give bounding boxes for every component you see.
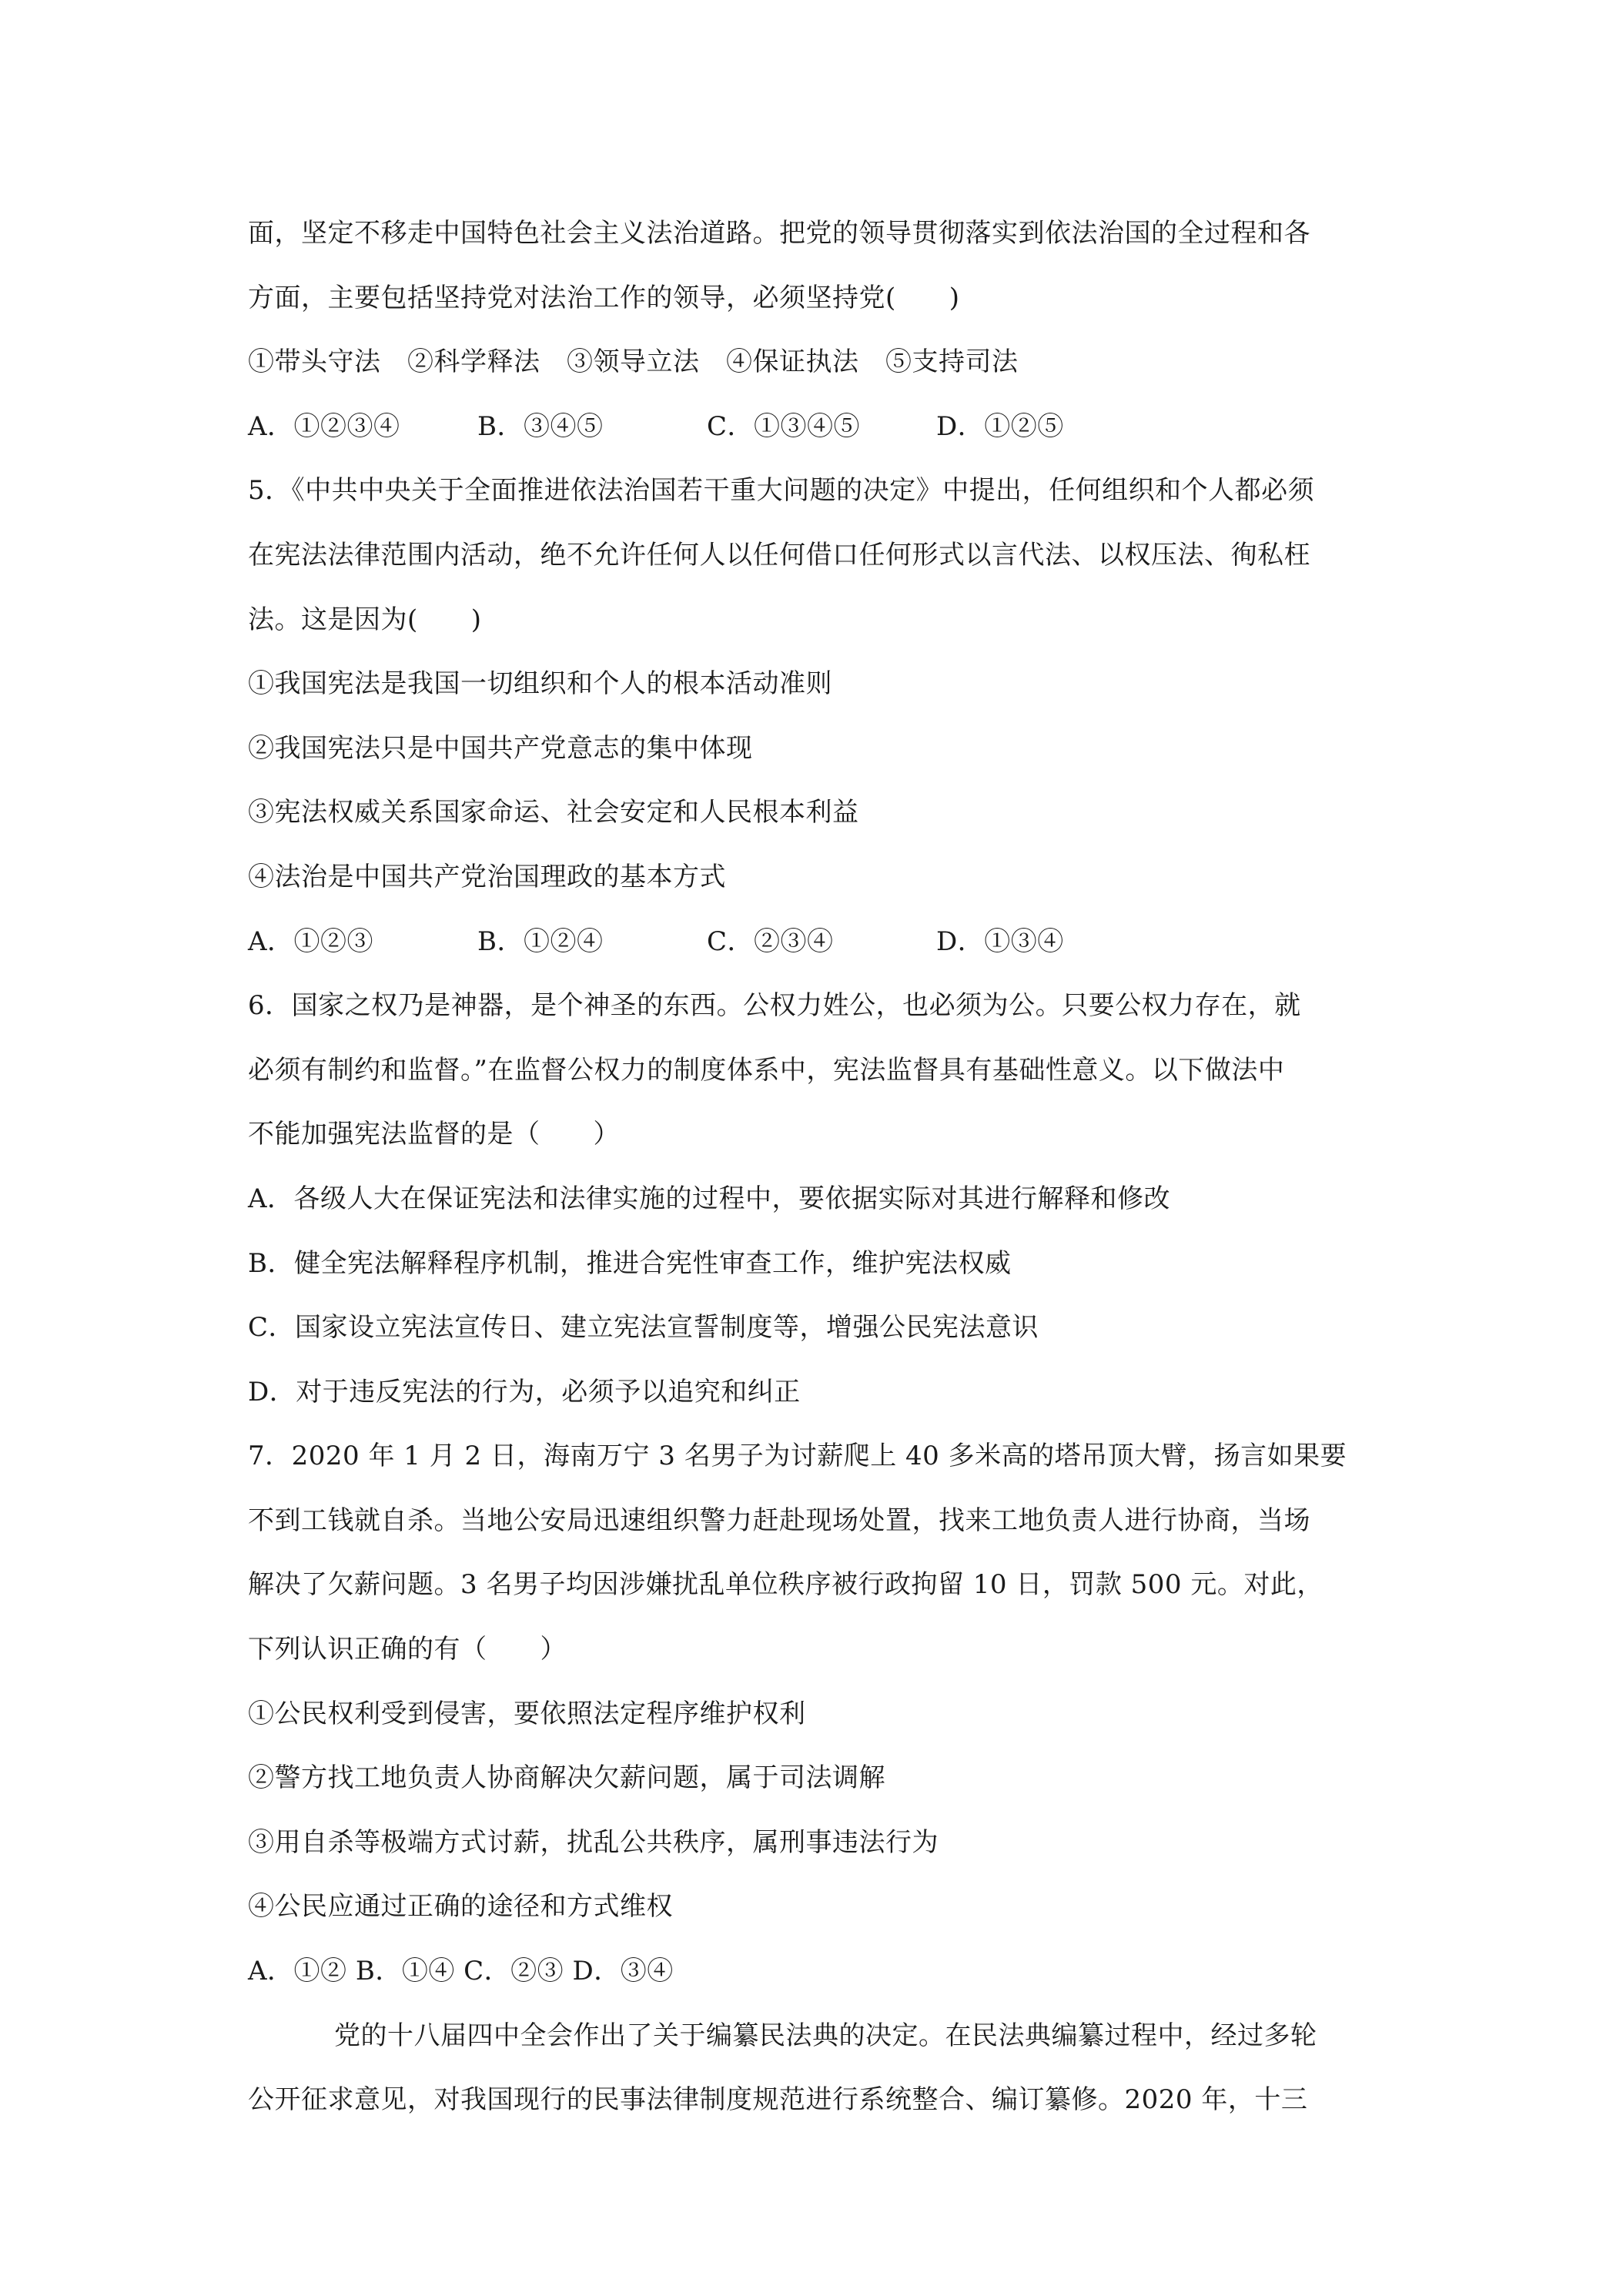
q6-stem-line-2: 必须有制约和监督。”在监督公权力的制度体系中，宪法监督具有基础性意义。以下做法中: [248, 1054, 1285, 1086]
q6-option-d: D．对于违反宪法的行为，必须予以追究和纠正: [248, 1376, 801, 1407]
q6-stem-line-1: 6．国家之权乃是神器，是个神圣的东西。公权力姓公，也必须为公。只要公权力存在，就: [248, 990, 1301, 1022]
q7-stem-line-2: 不到工钱就自杀。当地公安局迅速组织警力赶赴现场处置，找来工地负责人进行协商，当场: [248, 1504, 1310, 1536]
q4-stem-line-1: 面，坚定不移走中国特色社会主义法治道路。把党的领导贯彻落实到依法治国的全过程和各: [248, 218, 1310, 249]
q5-item-3: ③宪法权威关系国家命运、社会安定和人民根本利益: [248, 797, 859, 828]
q5-option-a: A．①②③: [248, 925, 374, 957]
q5-stem-line-2: 在宪法法律范围内活动，绝不允许任何人以任何借口任何形式以言代法、以权压法、徇私枉: [248, 539, 1310, 571]
q5-option-c: C．②③④: [707, 925, 834, 957]
q4-option-d: D．①②⑤: [936, 410, 1064, 442]
q7-item-2: ②警方找工地负责人协商解决欠薪问题，属于司法调解: [248, 1762, 885, 1794]
q6-stem-line-3: 不能加强宪法监督的是（ ）: [248, 1119, 620, 1150]
q5-stem-line-1: 5．《中共中央关于全面推进依法治国若干重大问题的决定》中提出，任何组织和个人都必须: [248, 475, 1315, 507]
q6-option-c: C．国家设立宪法宣传日、建立宪法宣誓制度等，增强公民宪法意识: [248, 1312, 1039, 1344]
q5-option-d: D．①③④: [936, 925, 1064, 957]
q7-item-4: ④公民应通过正确的途径和方式维权: [248, 1891, 673, 1923]
q7-item-1: ①公民权利受到侵害，要依照法定程序维护权利: [248, 1698, 806, 1729]
q6-option-b: B．健全宪法解释程序机制，推进合宪性审查工作，维护宪法权威: [248, 1247, 1012, 1279]
q4-option-b: B．③④⑤: [477, 410, 604, 442]
q5-options: [248, 910, 1387, 975]
q7-stem-line-3: 解决了欠薪问题。3 名男子均因涉嫌扰乱单位秩序被行政拘留 10 日，罚款 500 元。对此，: [248, 1569, 1323, 1601]
q4-option-c: C．①③④⑤: [707, 410, 861, 442]
tail-paragraph-line-1: 党的十八届四中全会作出了关于编纂民法典的决定。在民法典编纂过程中，经过多轮: [334, 2020, 1317, 2051]
q7-options: A．①② B．①④ C．②③ D．③④: [248, 1956, 674, 1987]
q5-item-2: ②我国宪法只是中国共产党意志的集中体现: [248, 732, 753, 764]
q4-options: [248, 395, 1387, 460]
q5-option-b: B．①②④: [477, 925, 604, 957]
q5-stem-line-3: 法。这是因为( ): [248, 604, 482, 635]
q7-item-3: ③用自杀等极端方式讨薪，扰乱公共秩序，属刑事违法行为: [248, 1826, 939, 1858]
q4-statements: ①带头守法 ②科学释法 ③领导立法 ④保证执法 ⑤支持司法: [248, 346, 1019, 378]
q6-option-a: A．各级人大在保证宪法和法律实施的过程中，要依据实际对其进行解释和修改: [248, 1183, 1171, 1214]
q4-option-a: A．①②③④: [248, 410, 400, 442]
q4-stem-line-2: 方面，主要包括坚持党对法治工作的领导，必须坚持党( ): [248, 282, 960, 313]
document-page: [248, 202, 1387, 2133]
tail-paragraph-line-2: 公开征求意见，对我国现行的民事法律制度规范进行系统整合、编订纂修。2020 年，十三: [248, 2084, 1308, 2116]
q7-stem-line-1: 7．2020 年 1 月 2 日，海南万宁 3 名男子为讨薪爬上 40 多米高的塔吊顶大臂，扬言如果要: [248, 1441, 1347, 1472]
q7-stem-line-4: 下列认识正确的有（ ）: [248, 1634, 567, 1665]
q5-item-4: ④法治是中国共产党治国理政的基本方式: [248, 861, 726, 892]
q5-item-1: ①我国宪法是我国一切组织和个人的根本活动准则: [248, 668, 832, 700]
